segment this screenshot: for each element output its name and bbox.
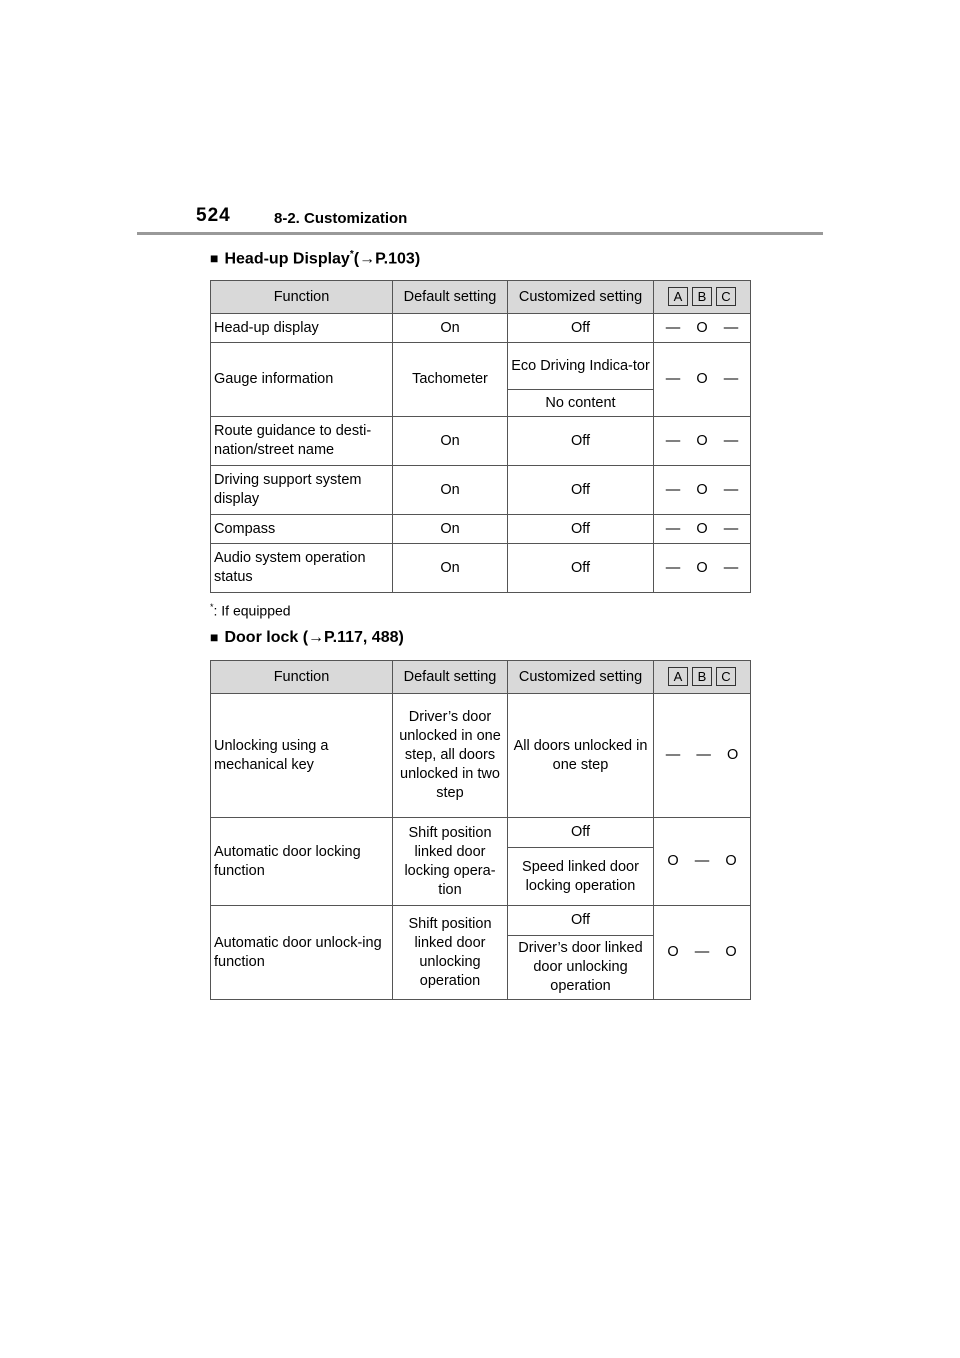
value-c: —	[723, 559, 739, 576]
box-c: C	[716, 287, 736, 306]
value-c: O	[725, 853, 737, 869]
column-header-custom: Customized setting	[508, 661, 654, 694]
value-a: —	[665, 520, 681, 537]
default-cell: On	[393, 466, 508, 515]
default-cell: Shift position linked door unlocking operation	[393, 906, 508, 1000]
door-heading-ref: →P.117, 488)	[308, 629, 404, 646]
function-cell: Automatic door locking function	[211, 818, 393, 906]
value-c: —	[723, 432, 739, 449]
column-header-function: Function	[211, 281, 393, 314]
abc-cell	[654, 818, 751, 906]
value-b: —	[694, 944, 710, 960]
default-cell: On	[393, 314, 508, 343]
default-cell: Driver’s door unlocked in one step, all doors unlocked in two step	[393, 694, 508, 818]
table-row	[211, 314, 751, 343]
default-cell: On	[393, 417, 508, 466]
abc-cell	[654, 694, 751, 818]
value-b: O	[696, 559, 708, 576]
value-a: —	[665, 559, 681, 576]
table-row	[211, 515, 751, 544]
hud-heading	[210, 249, 420, 268]
value-a: —	[665, 481, 681, 498]
value-b: O	[696, 481, 708, 498]
value-b: —	[694, 853, 710, 869]
value-c: O	[725, 944, 737, 960]
column-header-abc	[654, 281, 751, 314]
footnote	[210, 602, 291, 619]
door-heading	[210, 629, 404, 647]
custom-cell: Off	[508, 818, 654, 848]
default-cell: Tachometer	[393, 343, 508, 417]
default-cell: On	[393, 515, 508, 544]
custom-cell: Off	[508, 417, 654, 466]
hud-table	[210, 280, 751, 593]
table-row	[211, 906, 751, 936]
custom-cell: Speed linked door locking operation	[508, 848, 654, 906]
default-cell: Shift position linked door locking opera-tion	[393, 818, 508, 906]
door-table	[210, 660, 751, 1000]
table-row	[211, 343, 751, 390]
custom-cell: Off	[508, 466, 654, 515]
value-c: —	[723, 319, 739, 336]
value-a: —	[665, 319, 681, 336]
function-cell: Route guidance to desti-nation/street name	[211, 417, 393, 466]
value-b: O	[696, 319, 708, 336]
custom-cell: Off	[508, 906, 654, 936]
value-b: —	[696, 747, 711, 763]
table-row	[211, 417, 751, 466]
table-row	[211, 466, 751, 515]
custom-cell: Off	[508, 544, 654, 593]
box-a: A	[668, 667, 688, 686]
square-bullet-icon: ■	[210, 629, 219, 645]
footnote-text: : If equipped	[213, 602, 291, 619]
function-cell: Unlocking using a mechanical key	[211, 694, 393, 818]
hud-heading-title: Head-up Display	[224, 250, 350, 268]
square-bullet-icon: ■	[210, 250, 219, 267]
table-header-row	[211, 661, 751, 694]
value-a: —	[665, 432, 681, 449]
abc-cell	[654, 314, 751, 343]
table-header-row	[211, 281, 751, 314]
value-b: O	[696, 432, 708, 449]
value-c: —	[723, 371, 739, 387]
table-row	[211, 818, 751, 848]
value-a: —	[665, 371, 681, 387]
function-cell: Audio system operation status	[211, 544, 393, 593]
custom-cell: Off	[508, 314, 654, 343]
header-rule	[137, 232, 823, 235]
hud-heading-ref: (→P.103)	[353, 250, 421, 268]
custom-cell: No content	[508, 390, 654, 417]
function-cell: Gauge information	[211, 343, 393, 417]
custom-cell: All doors unlocked in one step	[508, 694, 654, 818]
value-c: —	[723, 481, 739, 498]
table-row	[211, 694, 751, 818]
column-header-custom: Customized setting	[508, 281, 654, 314]
column-header-abc	[654, 661, 751, 694]
function-cell: Automatic door unlock-ing function	[211, 906, 393, 1000]
value-c: —	[723, 520, 739, 537]
footnote-marker: *	[210, 602, 214, 612]
function-cell: Driving support system display	[211, 466, 393, 515]
default-cell: On	[393, 544, 508, 593]
door-heading-title: Door lock (	[224, 629, 309, 646]
function-cell: Compass	[211, 515, 393, 544]
abc-cell	[654, 343, 751, 417]
hud-heading-marker: *	[349, 249, 354, 260]
column-header-function: Function	[211, 661, 393, 694]
abc-cell	[654, 466, 751, 515]
value-a: O	[667, 853, 679, 869]
custom-cell: Off	[508, 515, 654, 544]
box-b: B	[692, 287, 712, 306]
page-number: 524	[196, 205, 231, 226]
value-a: —	[665, 747, 681, 763]
custom-cell: Eco Driving Indica-tor	[508, 343, 654, 390]
abc-cell	[654, 906, 751, 1000]
function-cell: Head-up display	[211, 314, 393, 343]
column-header-default: Default setting	[393, 281, 508, 314]
value-b: O	[696, 520, 708, 537]
abc-cell	[654, 544, 751, 593]
value-b: O	[696, 371, 708, 387]
abc-cell	[654, 417, 751, 466]
abc-cell	[654, 515, 751, 544]
value-c: O	[726, 747, 739, 763]
box-c: C	[716, 667, 736, 686]
column-header-default: Default setting	[393, 661, 508, 694]
value-a: O	[667, 944, 679, 960]
box-b: B	[692, 667, 712, 686]
table-row	[211, 544, 751, 593]
box-a: A	[668, 287, 688, 306]
section-title: 8-2. Customization	[274, 210, 408, 227]
custom-cell: Driver’s door linked door unlocking operation	[508, 936, 654, 1000]
